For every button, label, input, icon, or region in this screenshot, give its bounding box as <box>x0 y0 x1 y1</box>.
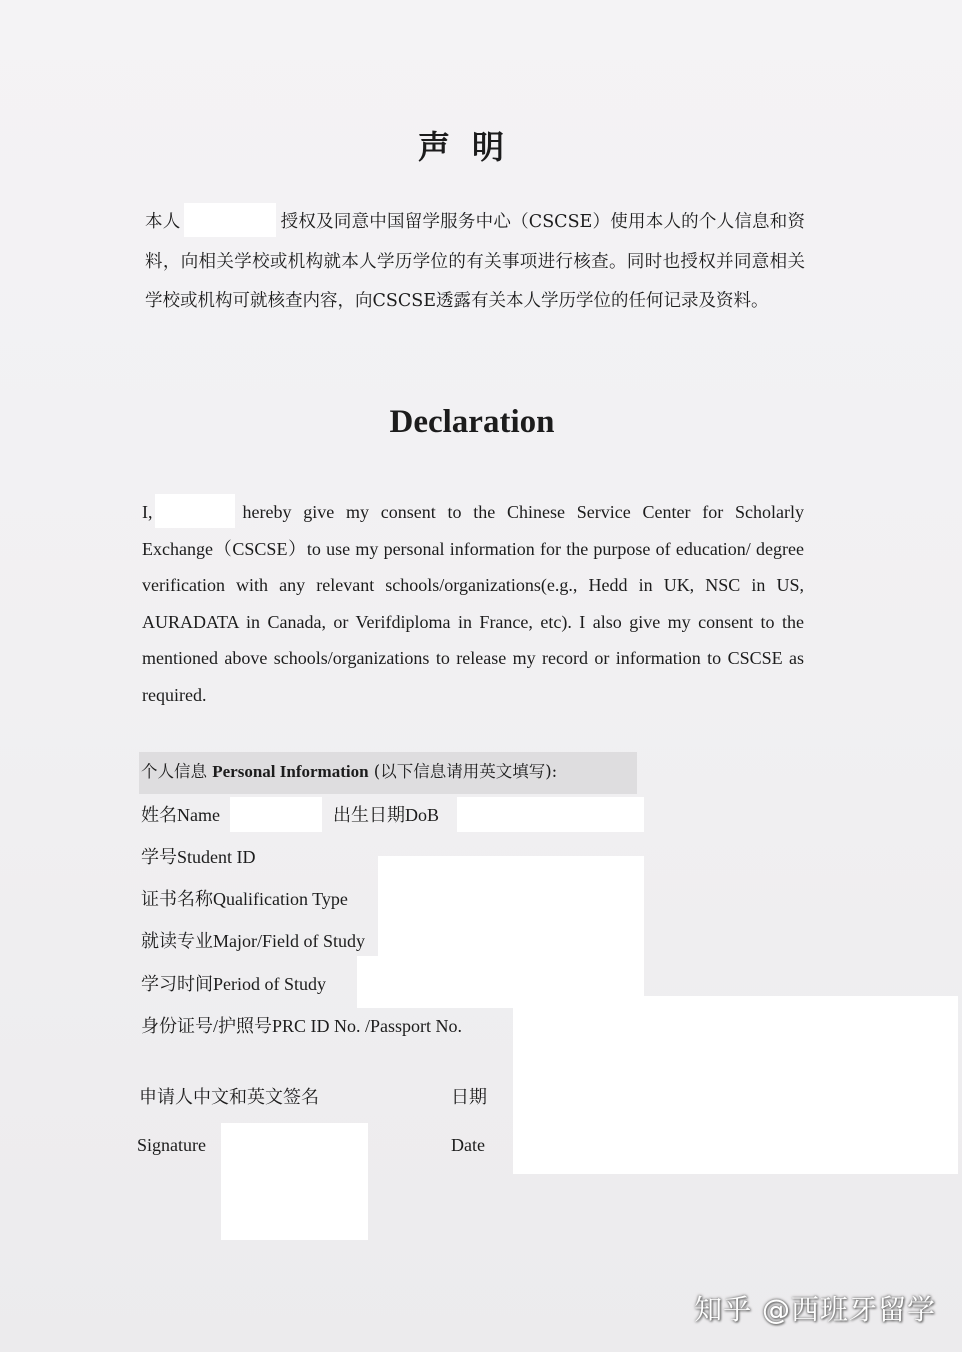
dob-label: 出生日期DoB <box>333 805 440 825</box>
para-cn-start: 本人 <box>145 212 181 232</box>
id-label: 身份证号/护照号PRC ID No. /Passport No. <box>141 1016 463 1036</box>
name-label: 姓名Name <box>141 805 220 825</box>
name-field[interactable] <box>230 797 322 832</box>
id-date-redaction <box>513 996 958 1174</box>
personal-info-header-note: (以下信息请用英文填写): <box>373 762 558 781</box>
qualification-label: 证书名称Qualification Type <box>141 889 348 909</box>
redacted-name-en <box>155 494 235 528</box>
dob-field[interactable] <box>457 797 644 832</box>
declaration-paragraph-cn <box>145 203 805 322</box>
major-label: 就读专业Major/Field of Study <box>141 931 365 951</box>
student-info-redaction-upper <box>378 856 644 956</box>
zhihu-watermark: 知乎 @西班牙留学 <box>694 1293 936 1326</box>
signature-cn-label: 申请人中文和英文签名 <box>139 1087 319 1107</box>
declaration-paragraph-en <box>142 494 804 713</box>
student-id-label: 学号Student ID <box>141 847 256 867</box>
redacted-name-cn <box>184 203 276 237</box>
declaration-title-cn: 声明 <box>417 128 526 166</box>
declaration-title-en: Declaration <box>389 404 555 440</box>
personal-info-header <box>139 752 637 794</box>
signature-field[interactable] <box>221 1123 368 1240</box>
para-en-start: I, <box>142 502 153 522</box>
personal-info-header-cn: 个人信息 <box>141 762 207 781</box>
personal-info-header-en: Personal Information <box>212 762 369 781</box>
period-label: 学习时间Period of Study <box>141 974 327 994</box>
signature-en-label: Signature <box>137 1135 206 1155</box>
para-cn-rest: 授权及同意中国留学服务中心（CSCSE）使用本人的个人信息和资料，向相关学校或机构就本人学历学位的有关事项进行核查。同时也授权并同意相关学校或机构可就核查内容，向CSCSE透露有关本人学历学位的任何记录及资料。 <box>145 212 806 311</box>
para-en-rest: hereby give my consent to the Chinese Service Center for Scholarly Exchange（CSCSE）to use my personal information for the purpose of education/ degree verification with any relevant schools/organizations(e.g., Hedd in UK, NSC in US, AURADATA in Canada, or Verifdiploma in France, etc). I also give my consent to the mentioned above schools/organizations to release my record or information to CSCSE as required. <box>142 502 804 705</box>
date-cn-label: 日期 <box>451 1087 487 1107</box>
date-en-label: Date <box>451 1135 485 1155</box>
